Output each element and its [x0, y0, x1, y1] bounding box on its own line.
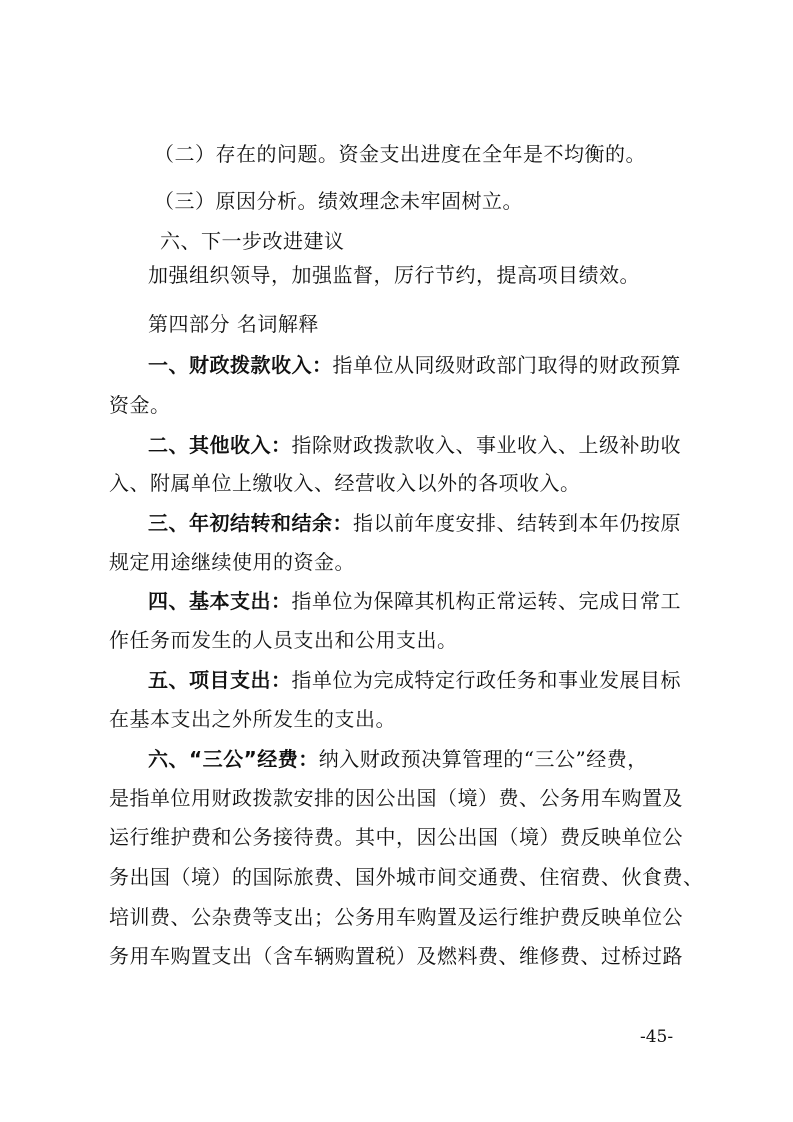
page-number: -45- [640, 1027, 674, 1047]
term-6-line-4: 务出国（境）的国际旅费、国外城市间交通费、住宿费、伙食费、 [109, 865, 704, 889]
section6-heading: 六、下一步改进建议 [160, 229, 345, 253]
term-3-continuation: 规定用途继续使用的资金。 [109, 550, 355, 574]
term-3 [148, 509, 681, 537]
term-1-continuation: 资金。 [109, 393, 171, 417]
term-4-title: 四、基本支出： [148, 589, 292, 613]
term-6-line-3: 运行维护费和公务接待费。其中，因公出国（境）费反映单位公 [109, 825, 683, 849]
term-2-title: 二、其他收入： [148, 433, 292, 457]
term-6-title: 六、“三公”经费： [148, 747, 319, 771]
term-2 [148, 431, 681, 459]
term-1-title: 一、财政拨款收入： [148, 353, 333, 377]
term-4-text: 指单位为保障其机构正常运转、完成日常工 [291, 589, 681, 613]
term-5 [148, 666, 681, 694]
section5-item2: （二）存在的问题。资金支出进度在全年是不均衡的。 [154, 142, 646, 166]
term-6-line-6: 务用车购置支出（含车辆购置税）及燃料费、维修费、过桥过路 [109, 944, 683, 968]
term-6 [148, 745, 648, 773]
term-3-title: 三、年初结转和结余： [148, 511, 353, 535]
term-2-continuation: 入、附属单位上缴收入、经营收入以外的各项收入。 [109, 471, 581, 495]
term-4 [148, 587, 681, 615]
term-5-title: 五、项目支出： [148, 668, 292, 692]
term-1 [148, 351, 681, 379]
term-6-text: 纳入财政预决算管理的“三公”经费， [318, 747, 648, 771]
term-5-text: 指单位为完成特定行政任务和事业发展目标 [291, 668, 681, 692]
part4-heading: 第四部分 名词解释 [148, 312, 319, 336]
term-6-line-2: 是指单位用财政拨款安排的因公出国（境）费、公务用车购置及 [109, 786, 683, 810]
term-2-text: 指除财政拨款收入、事业收入、上级补助收 [291, 433, 681, 457]
section5-item3: （三）原因分析。绩效理念未牢固树立。 [154, 189, 523, 213]
term-5-continuation: 在基本支出之外所发生的支出。 [109, 707, 396, 731]
section6-text: 加强组织领导，加强监督，厉行节约，提高项目绩效。 [148, 263, 640, 287]
term-4-continuation: 作任务而发生的人员支出和公用支出。 [109, 628, 458, 652]
term-3-text: 指以前年度安排、结转到本年仍按原 [353, 511, 681, 535]
term-1-text: 指单位从同级财政部门取得的财政预算 [332, 353, 681, 377]
term-6-line-5: 培训费、公杂费等支出；公务用车购置及运行维护费反映单位公 [109, 905, 683, 929]
